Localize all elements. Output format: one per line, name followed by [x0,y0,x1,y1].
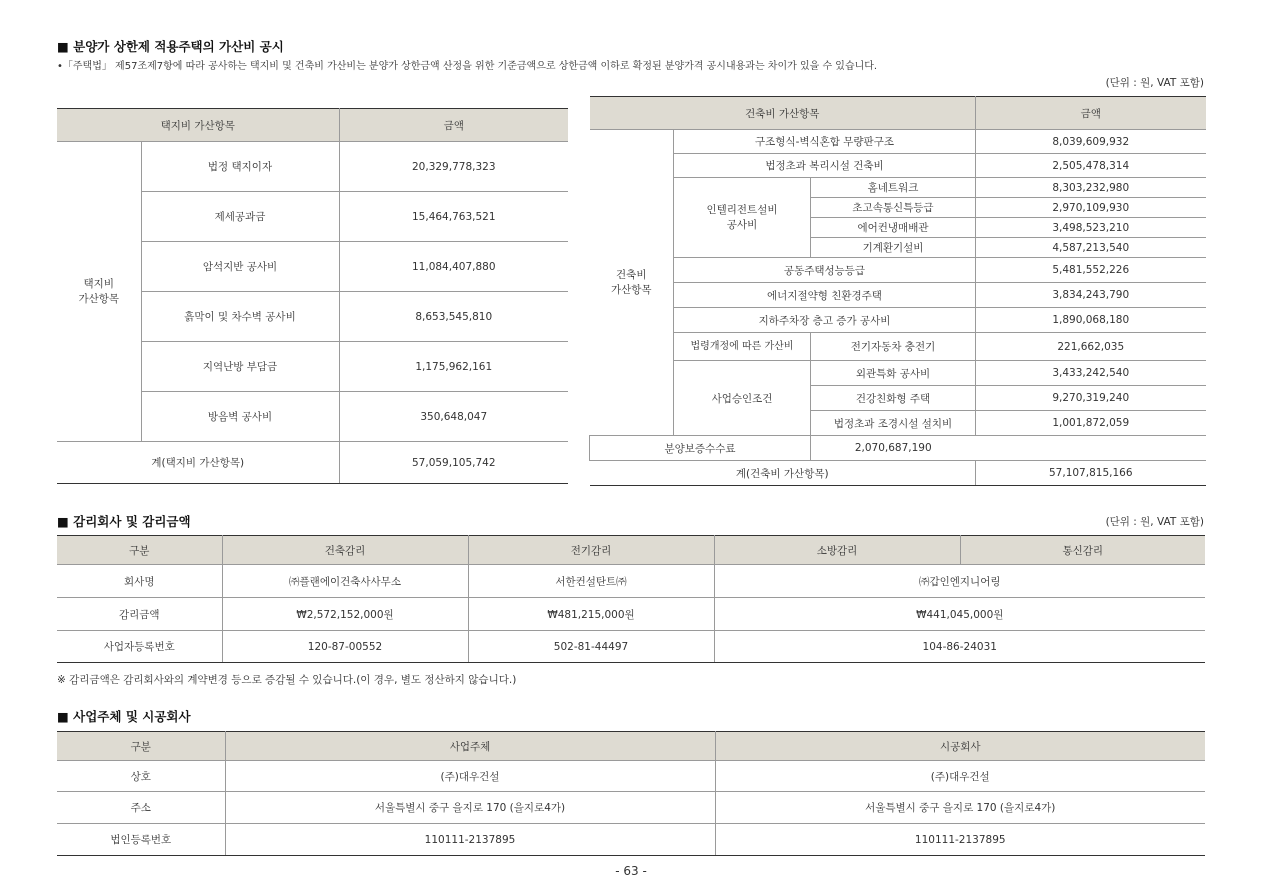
building-amount: 5,481,552,226 [976,258,1206,283]
building-cost-table [589,96,1206,486]
building-amount: 3,834,243,790 [976,283,1206,308]
land-item: 제세공과금 [141,192,339,242]
building-amount: 8,303,232,980 [976,178,1206,198]
land-item: 흙막이 및 차수벽 공사비 [141,292,339,342]
supervision-header: 전기감리 [468,536,714,565]
supervision-header: 구분 [57,536,222,565]
supervision-row-label: 회사명 [57,565,222,598]
land-item: 법정 택지이자 [141,142,339,192]
building-item: 분양보증수수료 [590,436,811,461]
building-amount: 2,505,478,314 [976,154,1206,178]
section1-title: ■ 분양가 상한제 적용주택의 가산비 공시 [57,39,284,54]
building-header-item: 건축비 가산항목 [590,97,976,130]
building-amount: 2,970,109,930 [976,198,1206,218]
building-amount: 1,890,068,180 [976,308,1206,333]
building-item: 지하주차장 층고 증가 공사비 [674,308,976,333]
building-group-label: 건축비 가산항목 [590,130,674,436]
developer-cell: 110111-2137895 [225,824,715,856]
developer-row-label: 법인등록번호 [57,824,225,856]
building-item: 법정초과 복리시설 건축비 [674,154,976,178]
land-amount: 15,464,763,521 [339,192,568,242]
land-item: 방음벽 공사비 [141,392,339,442]
supervision-row-label: 사업자등록번호 [57,631,222,663]
supervision-cell: ㈜갑인엔지니어링 [714,565,1205,598]
land-item: 지역난방 부담금 [141,342,339,392]
building-header-amount: 금액 [976,97,1206,130]
section2-unit: (단위 : 원, VAT 포함) [1105,516,1204,528]
building-item: 초고속통신특등급 [811,198,976,218]
developer-cell: 서울특별시 중구 을지로 170 (을지로4가) [225,792,715,824]
building-item: 공동주택성능등급 [674,258,976,283]
building-item: 기계환기설비 [811,238,976,258]
page-number: - 63 - [615,864,647,878]
supervision-cell: ₩441,045,000원 [714,598,1205,631]
land-amount: 8,653,545,810 [339,292,568,342]
section3-title: ■ 사업주체 및 시공회사 [57,709,191,724]
supervision-cell: ₩481,215,000원 [468,598,714,631]
developer-cell: 서울특별시 중구 을지로 170 (을지로4가) [715,792,1205,824]
section1-note: •「주택법」 제57조제7항에 따라 공사하는 택지비 및 건축비 가산비는 분양가 상한금액 산정을 위한 기준금액으로 상한금액 이하로 확정된 분양가격 공시내용과는 차이가 있을 수 있습니다. [57,61,878,72]
developer-cell: 110111-2137895 [715,824,1205,856]
building-item: 에너지절약형 친환경주택 [674,283,976,308]
developer-cell: (주)대우건설 [225,761,715,792]
land-amount: 11,084,407,880 [339,242,568,292]
building-amount: 3,433,242,540 [976,361,1206,386]
land-amount: 20,329,778,323 [339,142,568,192]
developer-row-label: 주소 [57,792,225,824]
intelligent-group-label: 인텔리전트설비 공사비 [674,178,811,258]
building-amount: 3,498,523,210 [976,218,1206,238]
supervision-row-label: 감리금액 [57,598,222,631]
building-item: 구조형식-벽식혼합 무량판구조 [674,130,976,154]
supervision-footnote: ※ 감리금액은 감리회사와의 계약변경 등으로 증감될 수 있습니다.(이 경우, 별도 정산하지 않습니다.) [57,674,517,686]
building-item: 에어컨냉매배관 [811,218,976,238]
supervision-cell: 120-87-00552 [222,631,468,663]
developer-header: 구분 [57,732,225,761]
building-item: 홈네트워크 [811,178,976,198]
supervision-table [57,535,1205,663]
supervision-cell: 104-86-24031 [714,631,1205,663]
developer-header: 사업주체 [225,732,715,761]
supervision-header: 소방감리 [714,536,960,565]
supervision-cell: 서한컨설탄트㈜ [468,565,714,598]
land-amount: 350,648,047 [339,392,568,442]
building-total-label: 계(건축비 가산항목) [590,461,976,486]
building-total-amount: 57,107,815,166 [976,461,1206,486]
building-amount: 8,039,609,932 [976,130,1206,154]
supervision-cell: ₩2,572,152,000원 [222,598,468,631]
land-header-item: 택지비 가산항목 [57,109,339,142]
developer-table [57,731,1205,856]
land-amount: 1,175,962,161 [339,342,568,392]
land-header-amount: 금액 [339,109,568,142]
building-amount: 4,587,213,540 [976,238,1206,258]
building-amount: 1,001,872,059 [976,411,1206,436]
land-cost-table [57,108,568,484]
supervision-cell: 502-81-44497 [468,631,714,663]
developer-header: 시공회사 [715,732,1205,761]
developer-cell: (주)대우건설 [715,761,1205,792]
building-item: 전기자동차 충전기 [811,333,976,361]
land-group-label: 택지비 가산항목 [57,142,141,442]
building-amount: 221,662,035 [976,333,1206,361]
section2-title: ■ 감리회사 및 감리금액 [57,514,191,529]
building-item: 법정초과 조경시설 설치비 [811,411,976,436]
section1-unit: (단위 : 원, VAT 포함) [1105,77,1204,89]
building-item: 건강친화형 주택 [811,386,976,411]
land-total-label: 계(택지비 가산항목) [57,442,339,484]
supervision-header: 건축감리 [222,536,468,565]
approval-group-label: 사업승인조건 [674,361,811,436]
building-amount: 2,070,687,190 [811,436,976,461]
law-group-label: 법령개정에 따른 가산비 [674,333,811,361]
building-amount: 9,270,319,240 [976,386,1206,411]
supervision-header: 통신감리 [960,536,1205,565]
land-item: 암석지반 공사비 [141,242,339,292]
supervision-cell: ㈜플랜에이건축사사무소 [222,565,468,598]
building-item: 외관특화 공사비 [811,361,976,386]
land-total-amount: 57,059,105,742 [339,442,568,484]
developer-row-label: 상호 [57,761,225,792]
